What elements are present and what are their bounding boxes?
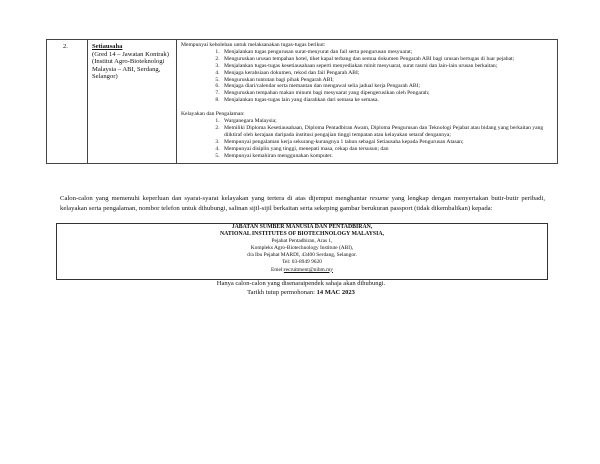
position-grade: (Gred 14 – Jawatan Kontrak): [92, 50, 169, 58]
list-item: 2. Memiliki Diploma Kesetiausahaan, Diploma Pentadbiran Awam, Diploma Pengurusan dan Teknologi Pejabat atau bidang yang berkaitan yang diiktiraf oleh kerajaan daripada institusi pengajian tinggi tempatan atau kelayakan setaraf dengannya;: [221, 125, 554, 139]
qualifications-list: [181, 118, 554, 159]
position-title: Setiausaha: [92, 43, 123, 50]
list-item: 1. Warganegara Malaysia;: [221, 118, 554, 125]
address-institute: NATIONAL INSTITUTES OF BIOTECHNOLOGY MALAYSIA,: [219, 231, 384, 238]
closing-date-line: [56, 289, 546, 298]
apply-text-start: Calon-calon yang memenuhi keperluan dan syarat-syarat kelayakan yang tertera di atas dijemput menghantar: [60, 195, 370, 202]
list-item: 3. Mempunyai pengalaman kerja sekurang-kurangnya 1 tahun sebagai Setiausaha kepada Pengurusan Atasan;: [221, 139, 554, 146]
shortlist-note: Hanya calon-calon yang disenaraipendek sahaja akan dihubungi.: [216, 280, 386, 287]
address-line: Pejabat Pentadbiran, Aras 1,: [271, 238, 333, 245]
address-box: [56, 223, 548, 280]
closing-date-label: Tarikh tutup permohonan:: [247, 288, 317, 296]
list-item: 6. Menjaga diari/calendar serta memantau dan mengawal selia jadual kerja Pengarah ABI;: [221, 83, 554, 90]
address-department: JABATAN SUMBER MANUSIA DAN PENTADBIRAN,: [231, 224, 373, 230]
list-item: 4. Mempunyai disiplin yang tinggi, menepati masa, cekap dan tersusun; dan: [221, 146, 554, 153]
address-line: Kompleks Agro-Biotechnology Institute (ABI),: [250, 245, 354, 252]
application-instructions: [60, 194, 545, 215]
closing-date: 14 MAC 2023: [316, 288, 355, 296]
position-cell: [88, 40, 177, 164]
list-item: 5. Mempunyai kemahiran menggunakan komputer.: [221, 153, 554, 160]
apply-text-end: yang lengkap dengan menyertakan butir-butir peribadi, kelayakan serta pengalaman, nombor telefon untuk dihubungi, salinan sijil-sijil berkaitan serta sekeping gambar berukuran passport (tidak dikembalikan) kepada:: [60, 195, 546, 213]
job-table: [46, 39, 558, 164]
email-label: Emel:: [270, 266, 284, 273]
apply-resume-word: resume: [369, 195, 389, 202]
description-cell: [177, 40, 558, 164]
list-item: 1. Menjalankan tugas pengurusan surat-menyurat dan fail serta pengurusan mesyuarat;: [221, 49, 554, 56]
address-phone: Tel: 03-8949 9620: [282, 259, 322, 266]
email-link[interactable]: recruitment@nibm.my: [283, 266, 333, 273]
list-item: 7. Menguruskan tempahan makan minum bagi mesyuarat yang dipengerusikan oleh Pengarah;: [221, 90, 554, 97]
table-row: [47, 40, 558, 164]
list-item: 5. Menguruskan tuntutan bagi pihak Pengarah ABI;: [221, 77, 554, 84]
list-item: 4. Menjaga kerahsiaan dokumen, rekod dan fail Pengarah ABI;: [221, 70, 554, 77]
list-item: 2. Menguruskan urusan tempahan hotel, tiket kapal terbang dan semua dokumen Pengarah ABI bagi urusan bertugas di luar pejabat;: [221, 56, 554, 63]
address-email-line: [57, 267, 547, 274]
list-item: 3. Menjalankan tugas-tugas kesetiausahaan seperti menyediakan minit mesyuarat, surat rasmi dan lain-lain urusan berkaitan;: [221, 63, 554, 70]
qualifications-heading: Kelayakan dan Pengalaman:: [181, 111, 245, 118]
address-line: d/a Ibu Pejabat MARDI, 43400 Serdang, Selangor.: [247, 252, 357, 259]
duties-list: [181, 49, 554, 104]
footer-notes: [56, 280, 546, 297]
position-location: (Institut Agro-Bioteknologi Malaysia – ABI, Serdang, Selangor): [92, 58, 165, 81]
duties-intro: Mempunyai kebolehan untuk melaksanakan tugas-tugas berikut:: [181, 42, 326, 48]
row-number: 2.: [47, 40, 88, 164]
list-item: 8. Menjalankan tugas-tugas lain yang diarahkan dari semasa ke semasa.: [221, 97, 554, 104]
